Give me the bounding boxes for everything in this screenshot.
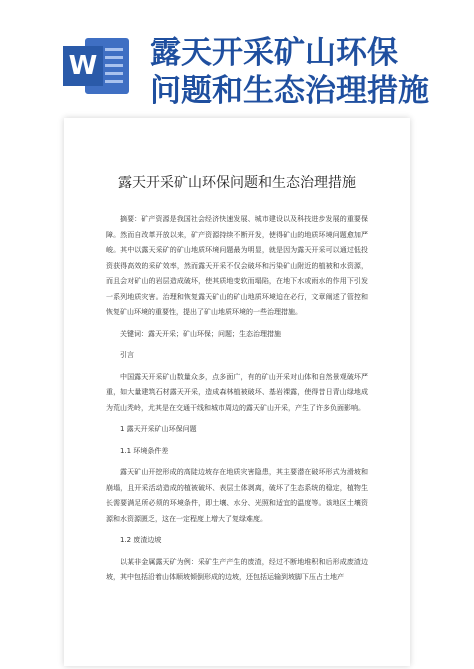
section-1-2-heading: 1.2 废渣边坡 — [120, 536, 162, 544]
document-body — [106, 212, 368, 586]
section-1-1-paragraph: 露天矿山开挖形成的高陡边坡存在地质灾害隐患，其主要潜在破坏形式为滑坡和崩塌，且开采活动造成的植被破坏、表层土体剥离，破坏了生态系统的稳定，植物生长需要满足所必须的环境条件，即土壤、水分、光照和适宜的温度等。该地区土壤资源和水资源匮乏，这在一定程度上增大了复绿难度。 — [106, 468, 368, 523]
word-document-icon — [63, 38, 129, 94]
section-1-2-paragraph: 以某非金属露天矿为例：采矿生产产生的废渣，经过不断地堆积和后形成废渣边坡，其中包括沿着山体顺坡倾倒形成的边坡，还包括运输到坡脚下压占土地产 — [106, 557, 368, 581]
intro-heading: 引言 — [120, 351, 134, 359]
banner-title-line-2: 问题和生态治理措施 — [150, 73, 429, 109]
word-icon-letter: W — [63, 46, 103, 86]
section-1-1-heading: 1.1 环境条件差 — [120, 446, 169, 455]
banner-title — [150, 34, 470, 110]
banner-title-line-1: 露天开采矿山环保 — [150, 35, 398, 71]
document-title: 露天开采矿山环保问题和生态治理措施 — [118, 175, 356, 191]
intro-paragraph: 中国露天开采矿山数量众多，点多面广，有的矿山开采对山体和自然景观破坏严重，如大量建筑石材露天开采，造成森林植被破坏、基岩裸露，使得昔日青山绿地成为荒山秃岭，尤其是在交通干线和城市周边的露天矿山开采，产生了许多负面影响。 — [106, 372, 368, 412]
keywords-line: 关键词：露天开采；矿山环保；问题；生态治理措施 — [120, 329, 281, 338]
abstract-paragraph: 摘要：矿产资源是我国社会经济快速发展、城市建设以及科技进步发展的重要保障。然而自改革开放以来，矿产资源持续不断开发，使得矿山的地质环境问题愈加严峻。其中以露天采矿的矿山地质环境问题最为明显，就是因为露天开采可以通过低投资获得高效的采矿效率，然而露天开采不仅会破坏和污染矿山附近的植被和水资源，而且会对矿山的岩层造成破坏，使其质地变软而塌陷，在地下水或雨水的作用下引发一系列地质灾害。治理和恢复露天矿山的矿山地质环境迫在必行，文章阐述了管控和恢复矿山环境的重要性，提出了矿山地质环境的一些治理措施。 — [106, 215, 368, 316]
header-banner — [0, 0, 474, 110]
section-1-heading: 1 露天开采矿山环保问题 — [120, 425, 197, 433]
document-page-preview — [64, 118, 410, 666]
